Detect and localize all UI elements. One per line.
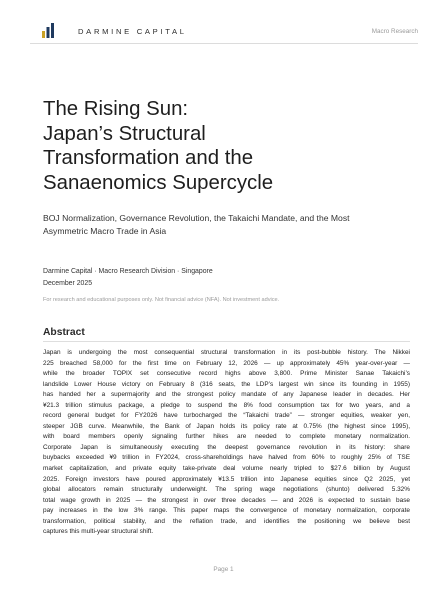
document-title [43, 97, 413, 195]
brand-name: DARMINE CAPITAL [78, 27, 187, 36]
document-subtitle [43, 212, 413, 238]
header-divider [30, 43, 418, 44]
abstract-line: buybacks exceeded ¥9 trillion in FY2024, cross-shareholdings have halved from 60% to roughly 25% of TSE [43, 454, 410, 462]
abstract-line: record general budget for FY2026 have turbocharged the “Takaichi trade” — stronger equities, weaker yen, [43, 412, 410, 420]
abstract-body [43, 348, 410, 538]
abstract-line: transformation, political stability, and the reflation trade, and identifies the positioning we believe best [43, 517, 410, 525]
abstract-line: steeper JGB curve. Meanwhile, the Bank of Japan holds its policy rate at 0.75% (the highest since 1995), [43, 422, 410, 430]
abstract-line: with board members openly signaling further hikes are needed to complete monetary normalization. [43, 433, 410, 441]
title-line: Japan’s Structural [43, 122, 206, 145]
authors-line: Darmine Capital · Macro Research Division · Singapore [43, 268, 213, 275]
section-label: Macro Research [371, 28, 418, 35]
bar-chart-logo-icon [42, 22, 58, 38]
abstract-line: landslide Lower House victory on February 8 (316 seats, the LDP’s largest win since its founding in 1955) [43, 380, 410, 388]
abstract-line: 225 breached 58,000 for the first time on February 12, 2026 — up approximately 45% year-over-year — [43, 359, 410, 367]
abstract-divider [43, 341, 410, 342]
abstract-line: Corporate Japan is simultaneously executing the deepest governance revolution in its history: share [43, 443, 410, 451]
abstract-line: total wage growth in 2025 — the strongest in over three decades — and 2026 is expected to sustain base [43, 496, 410, 504]
title-line: Sanaenomics Supercycle [43, 171, 274, 194]
title-line: Transformation and the [43, 147, 254, 169]
abstract-heading: Abstract [43, 327, 85, 338]
page-number: Page 1 [213, 566, 234, 573]
abstract-line: ¥21.3 trillion stimulus package, a pledge to suspend the 8% food consumption tax for two years, and a [43, 401, 410, 409]
abstract-line: while the broader TOPIX set consecutive record highs above 3,800. Prime Minister Sanae Takaichi’s [43, 370, 410, 378]
abstract-line: market capitalization, and private equity take-private deal volume nearly tripled to $27.6 billion by August [43, 465, 410, 473]
document-meta [43, 266, 213, 290]
disclaimer: For research and educational purposes only. Not financial advice (NFA). Not investment advice. [43, 297, 280, 303]
abstract-line: Japan is undergoing the most consequential structural transformation in its post-bubble history. The Nikkei [43, 349, 410, 356]
abstract-line: pay increases in the low 3% range. This paper maps the convergence of monetary normalization, corporate [43, 507, 410, 515]
date-line: December 2025 [43, 280, 93, 287]
subtitle-line: Asymmetric Macro Trade in Asia [43, 226, 167, 236]
abstract-line: global allocators remain structurally underweight. The spring wage negotiations (shunto) delivered 5.32% [43, 486, 410, 494]
abstract-line: has handed her a supermajority and the strongest policy mandate of any Japanese leader in decades. Her [43, 391, 410, 399]
title-line: The Rising Sun: [43, 98, 189, 120]
page-header [30, 22, 418, 44]
subtitle-line: BOJ Normalization, Governance Revolution, the Takaichi Mandate, and the Most [43, 213, 350, 223]
abstract-line: 2025. Foreign investors have poured approximately ¥13.5 trillion into Japanese equities since Q2 2025, yet [43, 475, 410, 483]
abstract-line: captures this multi-year structural shift. [43, 528, 154, 536]
